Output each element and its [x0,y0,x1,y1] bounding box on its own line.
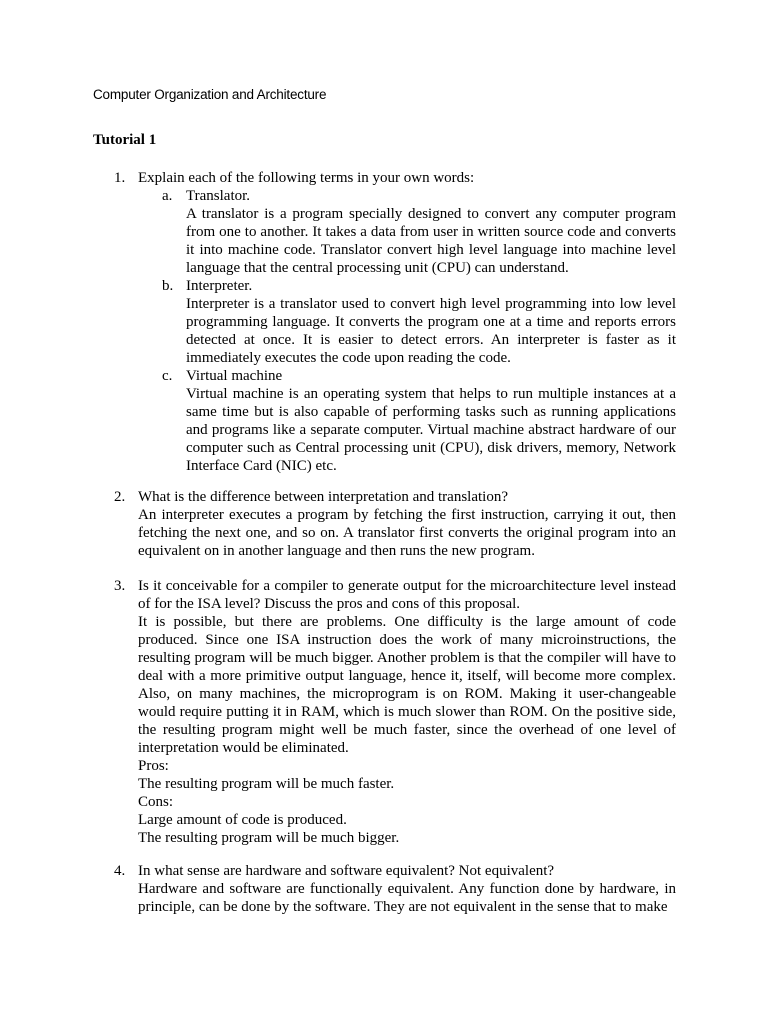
question-number: 3. [114,578,126,594]
item-letter: c. [162,368,173,384]
term-item-translator [162,187,676,277]
question-number: 4. [114,863,126,879]
question-number: 2. [114,489,126,505]
cons-label: Cons: [138,794,174,810]
cons-item: The resulting program will be much bigger. [138,830,400,846]
term-name: Interpreter. [186,278,253,294]
term-name: Virtual machine [186,368,283,384]
item-letter: a. [162,188,173,204]
answer-text: It is possible, but there are problems. One difficulty is the large amount of code produced. Since one ISA instruction does the work of many microinstructions, the resulting program will be much bigger. Another problem is that the compiler will have to deal with a more primitive output language, hence it, itself, will become more complex. Also, on many machines, the microprogram is on ROM. Making it user-changeable would require putting it in RAM, which is much slower than ROM. On the positive side, the resulting program might well be much faster, since the overhead of one level of interpretation would be eliminated. [138,614,676,756]
question-1 [114,169,676,475]
pros-item: The resulting program will be much faster. [138,776,395,792]
question-prompt: Is it conceivable for a compiler to generate output for the microarchitecture level instead of for the ISA level? Discuss the pros and cons of this proposal. [138,578,676,612]
question-2 [114,488,676,560]
question-3 [114,577,676,847]
pros-label: Pros: [138,758,169,774]
term-item-interpreter [162,277,676,367]
term-definition: Virtual machine is an operating system that helps to run multiple instances at a same time but is also capable of performing tasks such as running applications and programs like a separate computer. Virtual machine abstract hardware of our computer such as Central processing unit (CPU), disk drivers, memory, Network Interface Card (NIC) etc. [186,386,676,474]
course-title: Computer Organization and Architecture [93,87,327,102]
item-letter: b. [162,278,174,294]
tutorial-title: Tutorial 1 [93,132,157,148]
question-prompt: In what sense are hardware and software equivalent? Not equivalent? [138,863,555,879]
answer-text: Hardware and software are functionally equivalent. Any function done by hardware, in principle, can be done by the software. They are not equivalent in the sense that to make [138,881,676,915]
question-4 [114,862,676,916]
question-number: 1. [114,170,126,186]
term-definition: Interpreter is a translator used to convert high level programming into low level programming language. It converts the program one at a time and reports errors detected at once. It is easier to detect errors. An interpreter is faster as it immediately executes the code upon reading the code. [186,296,676,366]
answer-text: An interpreter executes a program by fetching the first instruction, carrying it out, then fetching the next one, and so on. A translator first converts the original program into an equivalent on in another language and then runs the new program. [138,507,676,559]
question-prompt: What is the difference between interpretation and translation? [138,489,508,505]
term-item-virtual-machine [162,367,676,475]
term-definition: A translator is a program specially designed to convert any computer program from one to another. It takes a data from user in written source code and converts it into machine code. Translator convert high level language into machine level language that the central processing unit (CPU) can understand. [186,206,676,276]
cons-item: Large amount of code is produced. [138,812,347,828]
term-name: Translator. [186,188,251,204]
question-prompt: Explain each of the following terms in your own words: [138,170,475,186]
